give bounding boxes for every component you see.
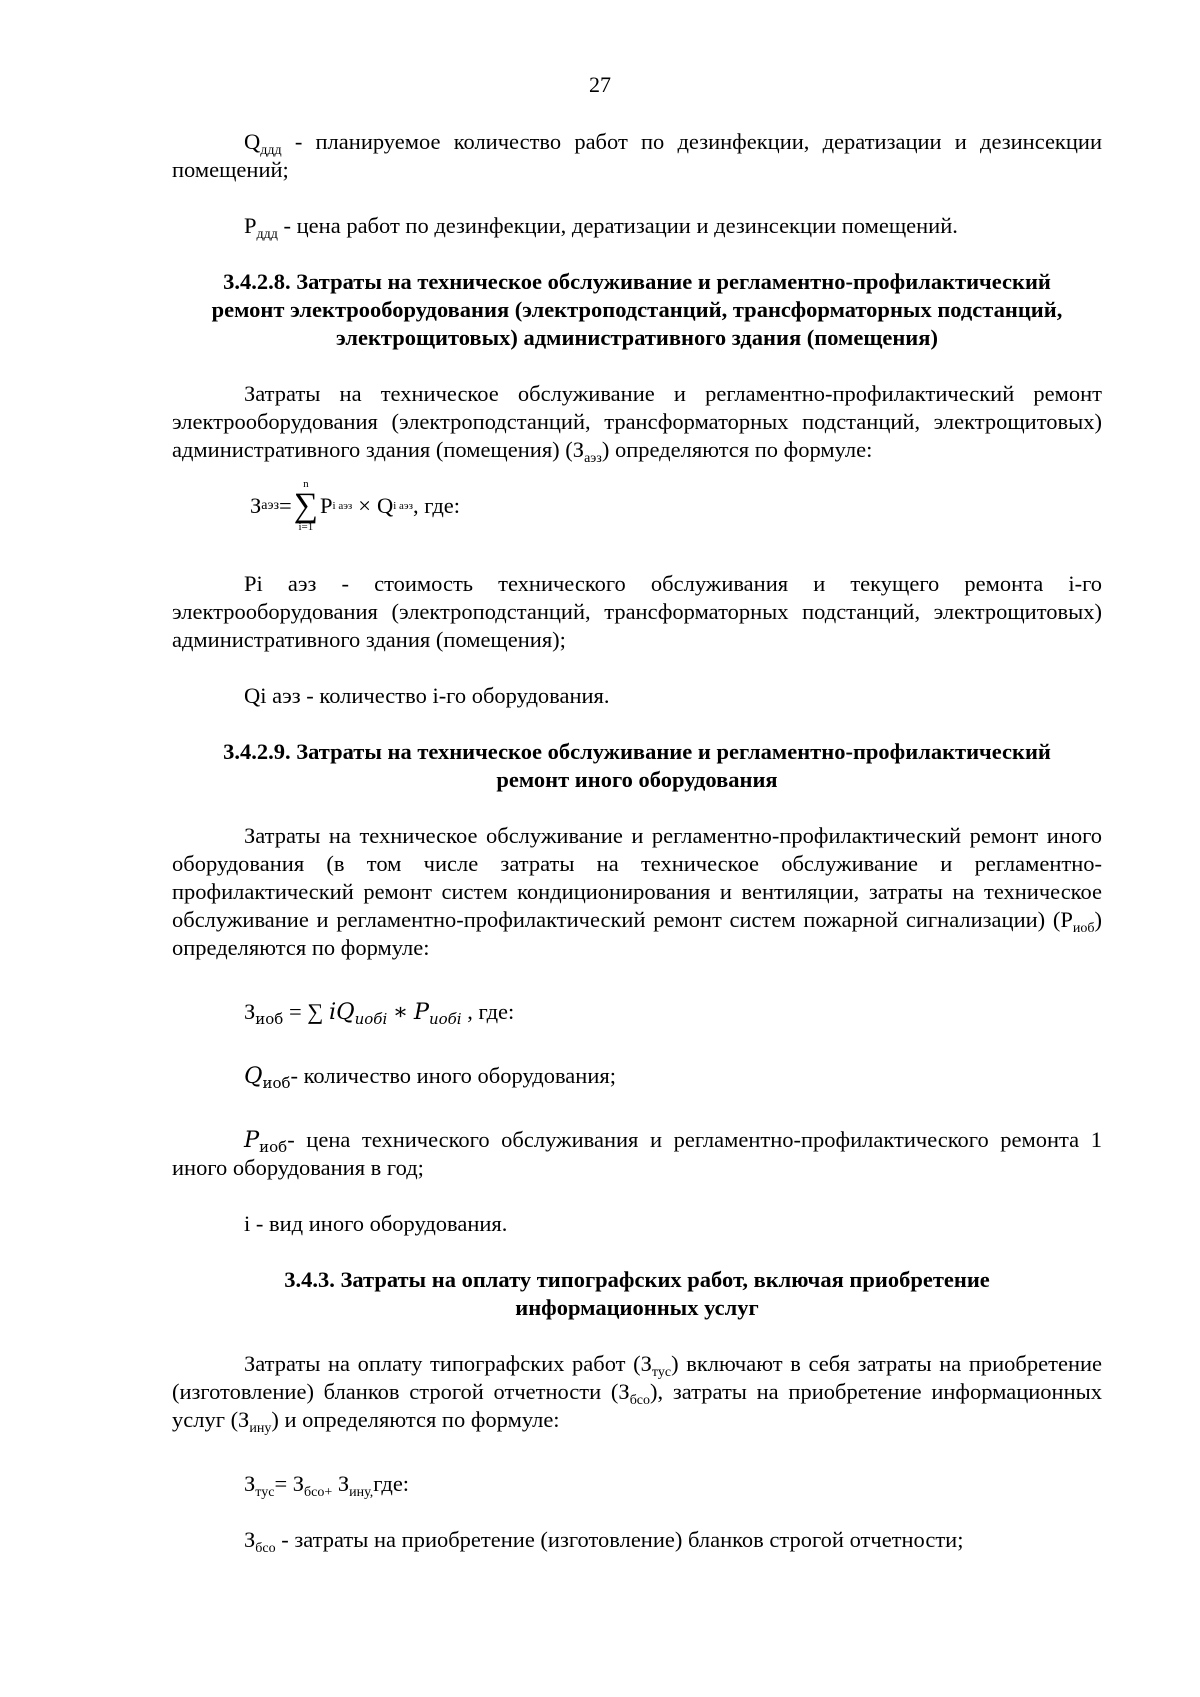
formula-lhs: З (244, 999, 256, 1024)
intro-end: ) определяются по формуле: (601, 437, 873, 462)
sum-lower-limit: i=1 (298, 521, 314, 533)
tus-formula (172, 1470, 1102, 1498)
q-subscript: иоб (262, 1074, 291, 1092)
formula-eq: = (279, 493, 292, 518)
intro-text: Затраты на техническое обслуживание и регламентно-профилактический ремонт электрооборудования (электроподстанций, трансформаторных подстанций, электрощитовых) административного здания (помещения) (З (172, 381, 1102, 462)
intro-subscript: иоб (1072, 921, 1095, 936)
section-3429-intro (172, 822, 1102, 962)
q-ddd-definition (172, 128, 1102, 184)
sum-operator (294, 479, 318, 533)
intro-part: ) включают в себя затраты на приобретение (изготовление) бланков строгой отчетности (З (172, 1351, 1103, 1404)
intro-part: Затраты на оплату типографских работ (З (244, 1351, 652, 1376)
p-subscript: иоб (259, 1138, 288, 1156)
sum-upper-limit: n (303, 478, 309, 490)
formula-tail: , где: (413, 493, 461, 518)
intro-part: ), затраты на приобретение информационных услуг (З (172, 1379, 1102, 1432)
formula-tail: , где: (461, 999, 515, 1024)
bso-definition (172, 1526, 1102, 1554)
section-3428-heading (172, 268, 1102, 352)
formula-p: P (413, 999, 429, 1025)
formula-term2-sub: ину, (349, 1485, 374, 1500)
q-text: - количество иного оборудования; (290, 1063, 616, 1088)
document-body (172, 128, 1102, 1554)
bso-subscript: бсо (255, 1541, 276, 1556)
formula-lhs: З (244, 1471, 256, 1496)
formula-term2: З (332, 1471, 350, 1496)
section-343-intro (172, 1350, 1102, 1434)
q-iob-definition (172, 1062, 1102, 1090)
formula-i: i (328, 999, 337, 1025)
heading-line: ремонт иного оборудования (496, 767, 778, 792)
qi-aez-definition: Qi аэз - количество i-го оборудования. (244, 683, 610, 708)
formula-tail: где: (373, 1471, 410, 1496)
formula-times: ∗ (387, 999, 414, 1024)
formula-times: × (358, 493, 371, 518)
formula-lhs-sub: иоб (255, 1010, 284, 1028)
heading-line: 3.4.2.9. Затраты на техническое обслуживание и регламентно-профилактический (223, 739, 1051, 764)
p-iob-definition (172, 1126, 1102, 1182)
iob-formula (172, 998, 1102, 1026)
formula-p: P (320, 493, 333, 518)
bso-text: - затраты на приобретение (изготовление) бланков строгой отчетности; (275, 1527, 964, 1552)
formula-eq: = З (274, 1471, 305, 1496)
intro-subscript: бсо (629, 1393, 651, 1408)
section-3429-heading (172, 738, 1102, 794)
q-symbol: Q (244, 1063, 263, 1089)
heading-line: электрощитовых) административного здания (помещения) (336, 325, 938, 350)
heading-line: 3.4.2.8. Затраты на техническое обслуживание и регламентно-профилактический (223, 269, 1051, 294)
p-subscript: ддд (256, 227, 278, 242)
intro-text: Затраты на техническое обслуживание и регламентно-профилактический ремонт иного оборудования (в том числе затраты на техническое обслуживание и регламентно-профилактический ремонт систем кондиционирования и вентиляции, затраты на техническое обслуживание и регламентно-профилактический ремонт систем пожарной сигнализации) (P (172, 823, 1102, 932)
formula-q-sub: иобi (354, 1010, 388, 1028)
heading-line: ремонт электрооборудования (электроподстанций, трансформаторных подстанций, (211, 297, 1063, 322)
q-text: - планируемое количество работ по дезинфекции, дератизации и дезинсекции помещений; (172, 129, 1102, 182)
q-symbol: Q (244, 129, 261, 154)
i-definition: i - вид иного оборудования. (244, 1211, 508, 1236)
pi-aez-definition: Pi аэз - стоимость технического обслуживания и текущего ремонта i-го электрооборудования (электроподстанций, трансформаторных подстанций, электрощитовых) административного здания (помещения); (172, 571, 1102, 652)
p-symbol: P (244, 1127, 260, 1153)
formula-lhs: З (250, 493, 262, 518)
p-ddd-definition (172, 212, 1102, 240)
formula-q: Q (336, 999, 355, 1025)
intro-part: ) и определяются по формуле: (271, 1407, 560, 1432)
intro-subscript: аэз (584, 451, 602, 466)
section-343-heading (172, 1266, 1102, 1322)
section-3428-intro (172, 380, 1102, 464)
formula-eq: = ∑ (283, 999, 329, 1024)
p-text: - цена работ по дезинфекции, дератизации и дезинсекции помещений. (277, 213, 958, 238)
intro-end: ) определяются по формуле: (172, 907, 1102, 960)
formula-p-sub: иобi (428, 1010, 462, 1028)
heading-line: 3.4.3. Затраты на оплату типографских работ, включая приобретение (284, 1267, 990, 1292)
formula-term1-sub: бсо+ (304, 1485, 333, 1500)
intro-subscript: тус (651, 1365, 672, 1380)
aez-formula: З аэз = n ∑ i=1 P i аэз × Q i аэз , где: (250, 478, 461, 533)
page-number: 27 (589, 72, 611, 97)
heading-line: информационных услуг (515, 1295, 759, 1320)
q-subscript: ддд (260, 143, 282, 158)
p-text: - цена технического обслуживания и регламентно-профилактического ремонта 1 иного оборудования в год; (172, 1127, 1102, 1180)
bso-symbol: З (244, 1527, 256, 1552)
intro-subscript: ину (249, 1421, 272, 1436)
p-symbol: P (244, 213, 257, 238)
formula-q: Q (376, 493, 394, 518)
sum-sign: ∑ (293, 487, 318, 524)
formula-lhs-sub: тус (255, 1485, 275, 1500)
